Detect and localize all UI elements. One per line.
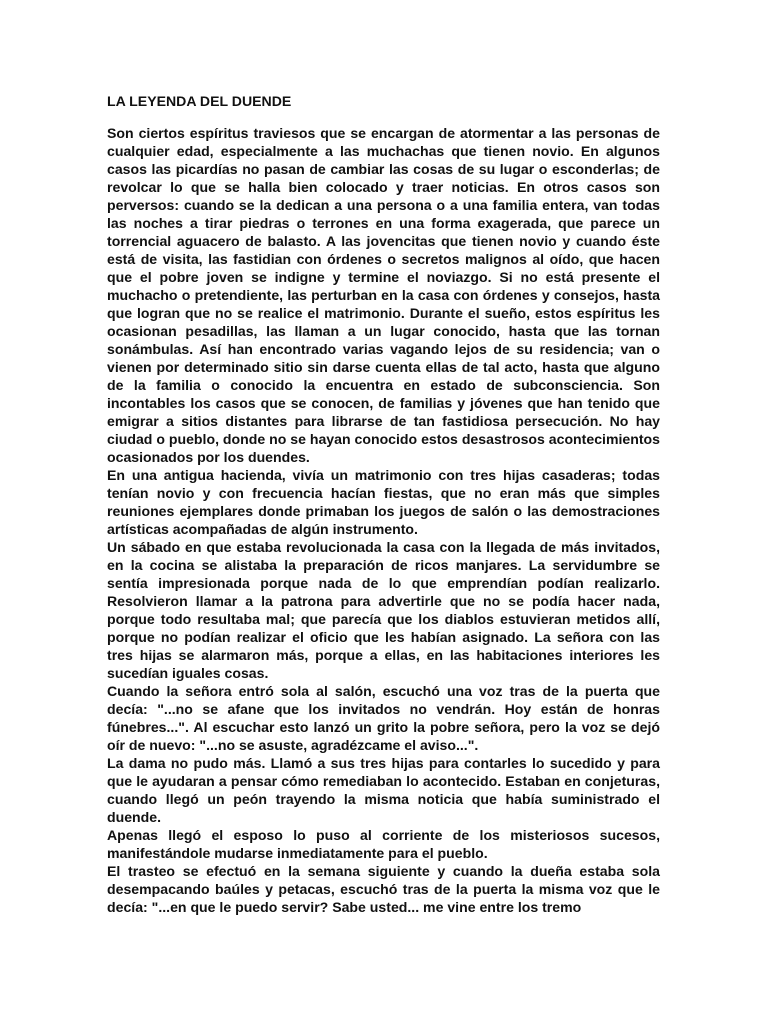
paragraph-intro: Son ciertos espíritus traviesos que se encargan de atormentar a las personas de cualquier edad, especialmente a las muchachas que tienen novio. En algunos casos las picardías no pasan de cambiar las cosas de su lugar o esconderlas; de revolcar lo que se halla bien colocado y traer noticias. En otros casos son perversos: cuando se la dedican a una persona o a una familia entera, van todas las noches a tirar piedras o terrones en una forma exagerada, que parece un torrencial aguacero de balasto. A las jovencitas que tienen novio y cuando éste está de visita, las fastidian con órdenes o secretos malignos al oído, que hacen que el pobre joven se indigne y termine el noviazgo. Si no está presente el muchacho o pretendiente, las perturban en la casa con órdenes y consejos, hasta que logran que no se realice el matrimonio. Durante el sueño, estos espíritus les ocasionan pesadillas, las llaman a un lugar conocido, hasta que las tornan sonámbulas. Así han encontrado varias vagando lejos de su residencia; van o vienen por determinado sitio sin darse cuenta ellas de tal acto, hasta que alguno de la familia o conocido la encuentra en estado de subconsciencia. Son incontables los casos que se conocen, de familias y jóvenes que han tenido que emigrar a sitios distantes para librarse de tan fastidiosa persecución. No hay ciudad o pueblo, donde no se hayan conocido estos desastrosos acontecimientos ocasionados por los duendes.	[107, 125, 660, 465]
paragraph-sabado: Un sábado en que estaba revolucionada la casa con la llegada de más invitados, en la cocina se alistaba la preparación de ricos manjares. La servidumbre se sentía impresionada porque nada de lo que emprendían podían realizarlo. Resolvieron llamar a la patrona para advertirle que no se podía hacer nada, porque todo resultaba mal; que parecía que los diablos estuvieran metidos allí, porque no podían realizar el oficio que les habían asignado. La señora con las tres hijas se alarmaron más, porque a ellas, en las habitaciones interiores les sucedían iguales cosas.	[107, 539, 660, 681]
document-page	[107, 92, 660, 916]
paragraph-voz: Cuando la señora entró sola al salón, escuchó una voz tras de la puerta que decía: "...no se afane que los invitados no vendrán. Hoy están de honras fúnebres...". Al escuchar esto lanzó un grito la pobre señora, pero la voz se dejó oír de nuevo: "...no se asuste, agradézcame el aviso...".	[107, 683, 660, 753]
paragraph-hacienda: En una antigua hacienda, vivía un matrimonio con tres hijas casaderas; todas tenían novio y con frecuencia hacían fiestas, que no eran más que simples reuniones ejemplares donde primaban los juegos de salón o las demostraciones artísticas acompañadas de algún instrumento.	[107, 467, 660, 537]
paragraph-trasteo: El trasteo se efectuó en la semana siguiente y cuando la dueña estaba sola desempacando baúles y petacas, escuchó tras de la puerta la misma voz que le decía: "...en que le puedo servir? Sabe usted... me vine entre los tremo	[107, 863, 660, 915]
paragraph-esposo: Apenas llegó el esposo lo puso al corriente de los misteriosos sucesos, manifestándole mudarse inmediatamente para el pueblo.	[107, 827, 660, 861]
document-title: LA LEYENDA DEL DUENDE	[107, 93, 292, 109]
paragraph-dama: La dama no pudo más. Llamó a sus tres hijas para contarles lo sucedido y para que le ayudaran a pensar cómo remediaban lo acontecido. Estaban en conjeturas, cuando llegó un peón trayendo la misma noticia que había suministrado el duende.	[107, 755, 660, 825]
